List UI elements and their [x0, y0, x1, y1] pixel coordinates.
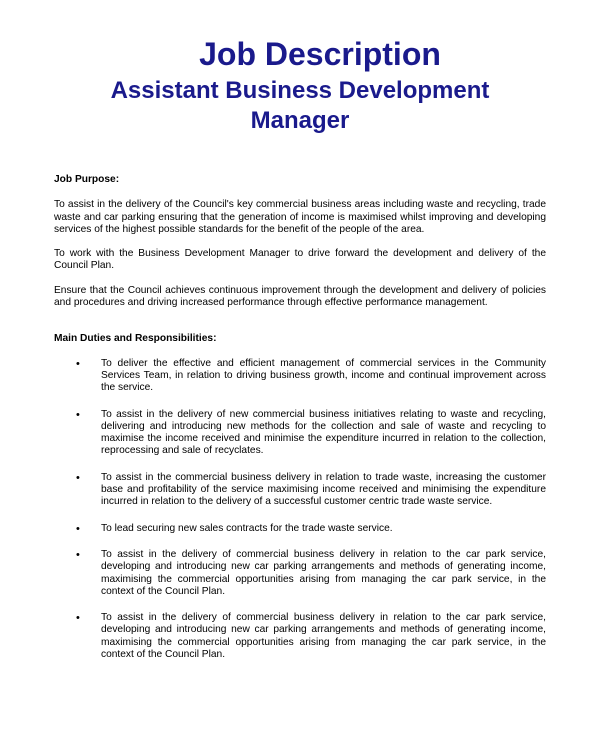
purpose-paragraph: To work with the Business Development Manager to drive forward the development and delivery of the Council Plan. — [54, 248, 546, 272]
duties-list — [54, 358, 546, 662]
duty-text: To assist in the delivery of commercial business delivery in relation to the car park service, developing and introducing new car parking arrangements and methods of generating income, maximising the commercial opportunities arising from managing the car park service, in the context of the Council Plan. — [101, 548, 546, 597]
duty-item — [54, 523, 546, 535]
page-title: Job Description — [199, 36, 441, 72]
job-purpose-heading: Job Purpose: — [54, 174, 120, 185]
duty-item — [54, 472, 546, 509]
bullet-icon: • — [76, 522, 80, 535]
main-duties-heading: Main Duties and Responsibilities: — [54, 333, 217, 345]
bullet-icon: • — [76, 408, 80, 421]
document-body — [54, 174, 546, 675]
bullet-icon: • — [76, 612, 80, 625]
duty-text: To lead securing new sales contracts for the trade waste service. — [101, 522, 393, 534]
bullet-icon: • — [76, 357, 80, 370]
duty-text: To assist in the commercial business delivery in relation to trade waste, increasing the customer base and profitability of the service maximising income received and minimising the expenditure incurred in relation to the delivery of a successful customer centric trade waste service. — [101, 471, 546, 508]
purpose-paragraph: To assist in the delivery of the Council's key commercial business areas including waste and recycling, trade waste and car parking ensuring that the generation of income is maximised whilst improving and developing services of the highest possible standards for the benefit of the people of the area. — [54, 199, 546, 235]
duty-text: To deliver the effective and efficient management of commercial services in the Community Services Team, in relation to driving business growth, income and continual improvement across the service. — [101, 357, 546, 394]
duty-item — [54, 409, 546, 458]
duty-item — [54, 358, 546, 395]
duty-item — [54, 612, 546, 661]
document-header — [0, 36, 600, 136]
page-subtitle: Assistant Business Development Manager — [110, 77, 490, 134]
purpose-paragraph: Ensure that the Council achieves continuous improvement through the development and delivery of policies and procedures and driving increased performance through effective performance management. — [54, 284, 546, 309]
duty-text: To assist in the delivery of new commercial business initiatives relating to waste and recycling, delivering and introducing new methods for the collection and sale of waste and recycling to maximise the income received and minimise the expenditure incurred in relation to the collection, reprocessing and sale of recyclates. — [101, 408, 546, 457]
bullet-icon: • — [76, 548, 80, 561]
duty-item — [54, 549, 546, 598]
bullet-icon: • — [76, 471, 80, 484]
duty-text: To assist in the delivery of commercial business delivery in relation to the car park service, developing and introducing new car parking arrangements and methods of generating income, maximising the commercial opportunities arising from managing the car park service, in the context of the Council Plan. — [101, 612, 546, 661]
